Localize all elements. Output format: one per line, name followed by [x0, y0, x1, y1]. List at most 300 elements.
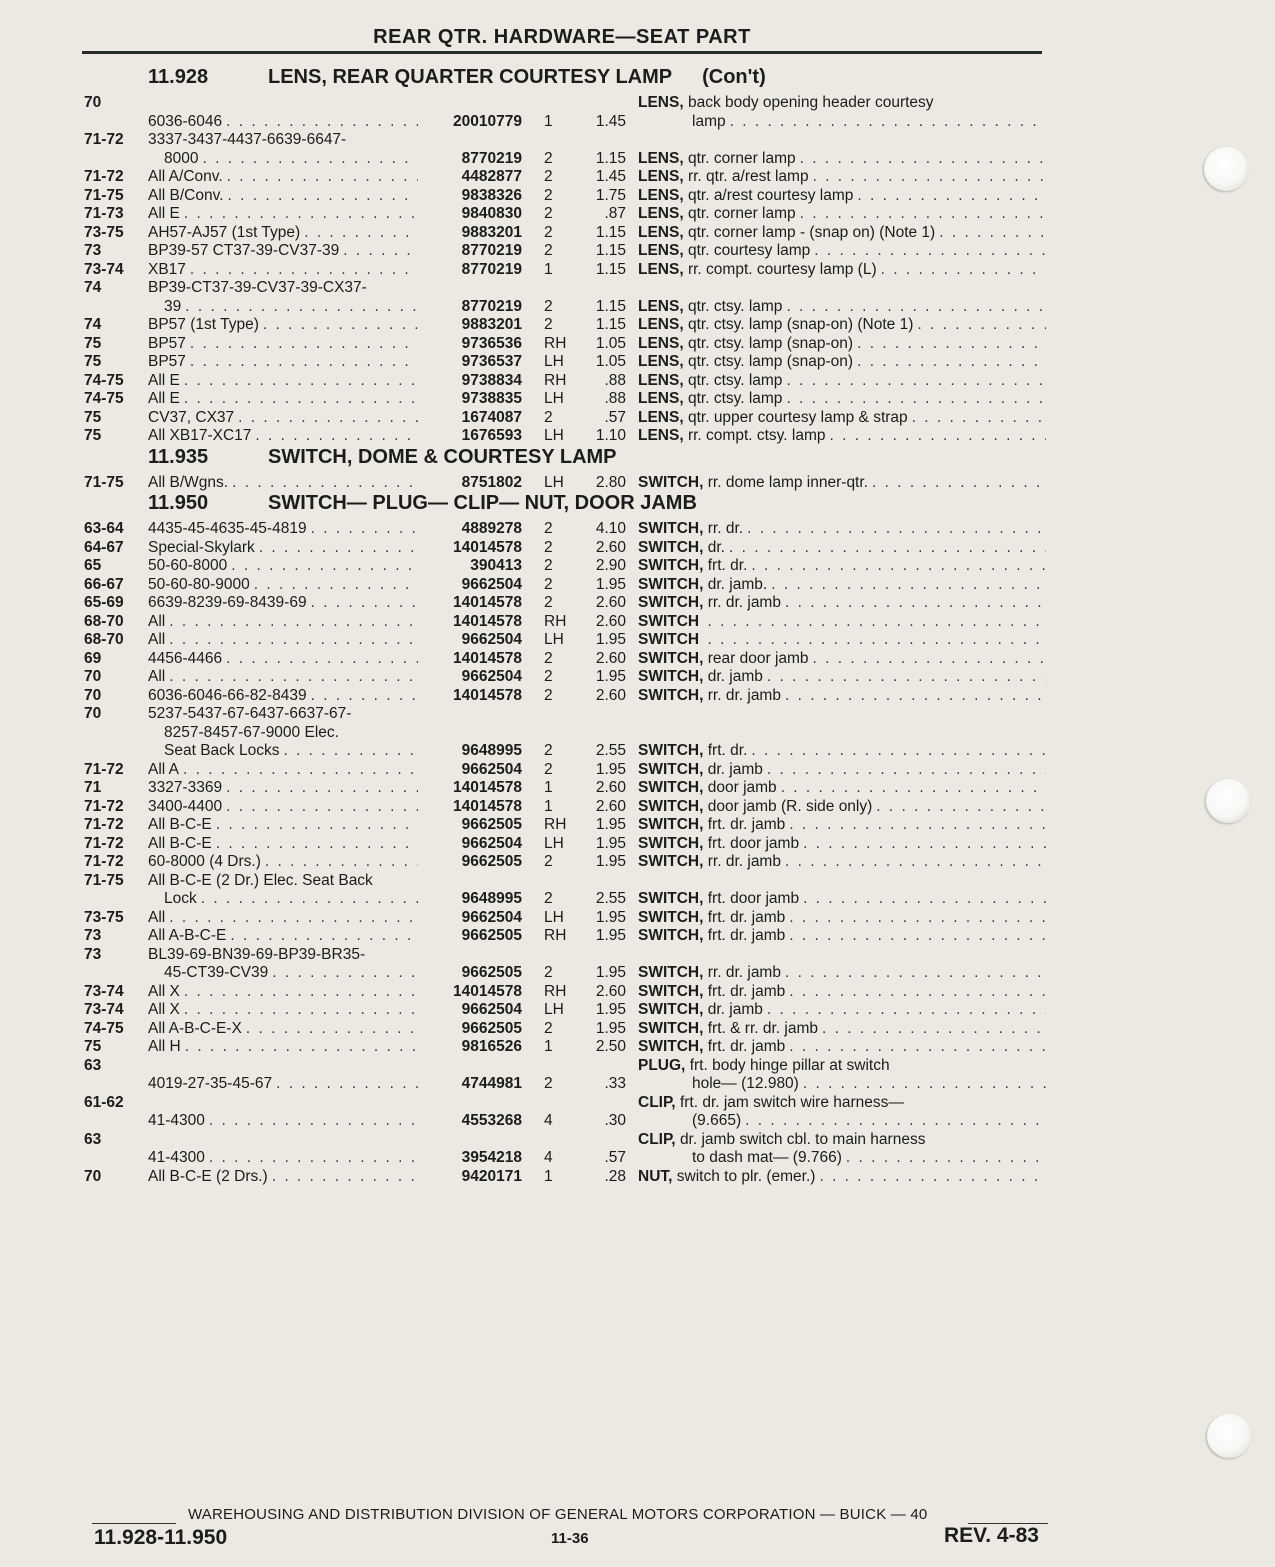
- header-rule: [82, 51, 1042, 54]
- part-number: 9662505: [461, 1019, 522, 1037]
- year-cell: 75: [84, 353, 102, 370]
- table-row: [84, 983, 1046, 1002]
- model-text: All X: [148, 1001, 180, 1018]
- description-lines: [638, 187, 1046, 206]
- quantity: 2: [544, 297, 553, 315]
- description-text: qtr. ctsy. lamp (snap-on): [687, 334, 854, 352]
- model-text: All B-C-E: [148, 834, 212, 852]
- quantity: 1: [544, 112, 553, 130]
- leader-dots: [205, 1112, 418, 1131]
- model-cell: [146, 187, 418, 206]
- price: 4.10: [595, 520, 626, 537]
- part-name: NUT,: [638, 1167, 673, 1185]
- model-line: [148, 853, 418, 872]
- part-name: SWITCH,: [638, 779, 704, 796]
- price: 1.05: [595, 334, 626, 352]
- description-cell: [636, 853, 1046, 872]
- part-name: SWITCH,: [638, 473, 704, 491]
- model-text: Seat Back Locks: [164, 742, 280, 759]
- model-line: [148, 761, 418, 780]
- price: 1.95: [595, 908, 626, 926]
- year-cell: 70: [84, 1167, 102, 1185]
- part-name: SWITCH,: [638, 964, 704, 981]
- model-text: AH57-AJ57 (1st Type): [148, 223, 301, 241]
- part-name: LENS,: [638, 260, 684, 278]
- model-line: [148, 1075, 418, 1094]
- part-number: 9738835: [461, 390, 522, 407]
- part-number: 14014578: [453, 982, 522, 1000]
- table-row: [84, 798, 1046, 817]
- model-text: All B-C-E: [148, 816, 212, 833]
- year-cell: 73-74: [84, 260, 124, 278]
- description-cell: [636, 816, 1046, 835]
- part-number: 14014578: [453, 612, 522, 630]
- model-lines: [148, 427, 418, 446]
- part-number: 8770219: [461, 242, 522, 259]
- leader-dots: [180, 205, 418, 224]
- leader-dots: [763, 761, 1046, 780]
- description-text: dr.: [707, 538, 725, 556]
- description-lines: [638, 353, 1046, 372]
- description-text: qtr. ctsy. lamp (snap-on) (Note 1): [687, 316, 914, 333]
- leader-dots: [799, 890, 1046, 909]
- description-line: [638, 168, 1046, 187]
- leader-dots: [799, 1075, 1046, 1094]
- model-lines: [148, 168, 418, 187]
- description-text: dr. jamb switch cbl. to main harness: [679, 1130, 926, 1148]
- price: 1.95: [595, 816, 626, 833]
- model-cell: [146, 1057, 418, 1094]
- part-name: LENS,: [638, 94, 684, 111]
- part-number: 1674087: [461, 408, 522, 426]
- leader-dots: [307, 520, 418, 539]
- description-line: [638, 964, 1046, 983]
- price: 1.05: [595, 353, 626, 370]
- leader-dots: [785, 927, 1046, 946]
- table-row: [84, 335, 1046, 354]
- price: 1.15: [595, 223, 626, 241]
- model-lines: [148, 1020, 418, 1039]
- leader-dots: [872, 798, 1046, 817]
- description-lines: [638, 594, 1046, 613]
- leader-dots: [339, 242, 418, 261]
- table-row: [84, 390, 1046, 409]
- year-cell: 75: [84, 408, 102, 426]
- leader-dots: [763, 1001, 1046, 1020]
- table-row: [84, 613, 1046, 632]
- part-name: LENS,: [638, 223, 684, 241]
- quantity: 2: [544, 742, 553, 759]
- description-lines: [638, 94, 1046, 131]
- model-lines: [148, 224, 418, 243]
- part-number: 9662504: [461, 631, 522, 648]
- table-row: [84, 779, 1046, 798]
- leader-dots: [785, 909, 1046, 928]
- model-lines: [148, 1168, 418, 1187]
- description-line: [638, 1057, 1046, 1076]
- price: 2.80: [595, 473, 626, 491]
- part-name: LENS,: [638, 168, 684, 185]
- footer-group-range: 11.928-11.950: [94, 1526, 228, 1549]
- quantity: RH: [544, 612, 567, 630]
- description-text: dr. jamb: [707, 668, 763, 685]
- description-text: rr. compt. courtesy lamp (L): [687, 260, 877, 278]
- part-number: 8751802: [461, 473, 522, 491]
- table-row: [84, 650, 1046, 669]
- year-cell: 61-62: [84, 1093, 124, 1111]
- description-line: [638, 927, 1046, 946]
- model-lines: [148, 631, 418, 650]
- model-text: All: [148, 631, 166, 648]
- section-number: 11.928: [148, 66, 209, 88]
- model-text: All A-B-C-E: [148, 927, 227, 944]
- part-number: 9662505: [461, 964, 522, 981]
- leader-dots: [785, 983, 1046, 1002]
- model-cell: [146, 474, 418, 493]
- section-title: SWITCH, DOME & COURTESY LAMP: [268, 445, 617, 468]
- description-cell: [636, 1168, 1046, 1187]
- table-row: [84, 474, 1046, 493]
- section-title: SWITCH— PLUG— CLIP— NUT, DOOR JAMB: [268, 492, 697, 514]
- model-cell: [146, 427, 418, 446]
- part-number: 14014578: [453, 594, 522, 611]
- leader-dots: [242, 1020, 418, 1039]
- description-line: [638, 742, 1046, 761]
- description-line: [638, 890, 1046, 909]
- description-cell: [636, 798, 1046, 817]
- leader-dots: [180, 390, 418, 409]
- model-line: [148, 576, 418, 595]
- part-number: 9736537: [461, 353, 522, 370]
- leader-dots: [913, 316, 1046, 335]
- leader-dots: [743, 520, 1046, 539]
- table-row: [84, 539, 1046, 558]
- section-number: 11.935: [148, 445, 209, 468]
- model-cell: [146, 224, 418, 243]
- description-cell: [636, 872, 1046, 909]
- description-text: frt. dr. jamb: [707, 1038, 786, 1055]
- model-lines: [148, 983, 418, 1002]
- model-cell: [146, 761, 418, 780]
- model-cell: [146, 261, 418, 280]
- description-cell: [636, 576, 1046, 595]
- part-name: SWITCH,: [638, 890, 704, 907]
- year-cell: 75: [84, 334, 102, 352]
- part-number: 4744981: [461, 1075, 522, 1092]
- model-line: [148, 983, 418, 1002]
- model-cell: [146, 390, 418, 409]
- table-row: [84, 1168, 1046, 1187]
- description-line: [638, 1094, 1046, 1113]
- quantity: 1: [544, 260, 553, 278]
- leader-dots: [222, 798, 418, 817]
- model-cell: [146, 316, 418, 335]
- table-row: [84, 168, 1046, 187]
- part-name: LENS,: [638, 390, 684, 407]
- quantity: 1: [544, 779, 553, 796]
- leader-dots: [782, 298, 1046, 317]
- quantity: 2: [544, 557, 553, 574]
- description-lines: [638, 539, 1046, 558]
- description-lines: [638, 687, 1046, 706]
- year-cell: 68-70: [84, 612, 124, 630]
- part-name: SWITCH,: [638, 538, 704, 556]
- model-lines: [148, 1001, 418, 1020]
- punch-hole: [1204, 147, 1248, 191]
- table-row: [84, 853, 1046, 872]
- description-line: [638, 113, 1046, 132]
- model-cell: [146, 1038, 418, 1057]
- model-cell: [146, 872, 418, 909]
- price: 2.60: [595, 779, 626, 796]
- model-cell: [146, 927, 418, 946]
- footer-rule-left: [92, 1523, 176, 1524]
- model-line: [148, 427, 418, 446]
- quantity: 1: [544, 1038, 553, 1055]
- part-name: LENS,: [638, 427, 684, 444]
- price: 1.15: [595, 260, 626, 278]
- description-lines: [638, 168, 1046, 187]
- description-text: frt. dr.: [707, 557, 748, 574]
- part-name: SWITCH,: [638, 853, 704, 870]
- year-cell: 71: [84, 779, 102, 796]
- quantity: RH: [544, 816, 567, 833]
- year-cell: 71-72: [84, 853, 124, 870]
- model-cell: [146, 168, 418, 187]
- part-number: 8770219: [461, 260, 522, 278]
- description-line: [638, 853, 1046, 872]
- leader-dots: [799, 835, 1046, 854]
- description-line: [638, 372, 1046, 391]
- description-cell: [636, 335, 1046, 354]
- price: 2.55: [595, 890, 626, 907]
- section-number: 11.950: [148, 492, 209, 514]
- price: 1.95: [595, 853, 626, 870]
- leader-dots: [279, 742, 418, 761]
- table-row: [84, 1020, 1046, 1039]
- model-line: [148, 224, 418, 243]
- description-text: door jamb: [707, 779, 777, 796]
- model-text: 3337-3437-4437-6639-6647-: [148, 131, 347, 148]
- part-number: 9648995: [461, 742, 522, 759]
- leader-dots: [272, 1075, 418, 1094]
- description-lines: [638, 1094, 1046, 1131]
- year-cell: 71-73: [84, 205, 124, 222]
- model-line: [148, 205, 418, 224]
- model-line: [148, 909, 418, 928]
- model-text: BP57: [148, 334, 186, 352]
- description-lines: [638, 927, 1046, 946]
- description-text: rr. dr. jamb: [707, 853, 781, 870]
- model-text: All E: [148, 371, 180, 389]
- description-cell: [636, 650, 1046, 669]
- description-line: [638, 687, 1046, 706]
- description-lines: [638, 909, 1046, 928]
- model-cell: [146, 242, 418, 261]
- leader-dots: [725, 539, 1046, 558]
- leader-dots: [222, 113, 418, 132]
- model-line: [148, 890, 418, 909]
- model-cell: [146, 668, 418, 687]
- model-cell: [146, 983, 418, 1002]
- year-cell: 71-72: [84, 168, 124, 185]
- model-cell: [146, 279, 418, 316]
- description-line: [638, 298, 1046, 317]
- description-lines: [638, 631, 1046, 650]
- year-cell: 73-75: [84, 908, 124, 926]
- part-number: 14014578: [453, 538, 522, 556]
- model-cell: [146, 613, 418, 632]
- model-line: [148, 1020, 418, 1039]
- description-lines: [638, 853, 1046, 872]
- model-text: All E: [148, 390, 180, 407]
- leader-dots: [261, 853, 418, 872]
- table-row: [84, 687, 1046, 706]
- model-text: All E: [148, 205, 180, 222]
- description-cell: [636, 131, 1046, 168]
- leader-dots: [224, 187, 418, 206]
- leader-dots: [853, 353, 1046, 372]
- price: 1.45: [595, 112, 626, 130]
- part-number: 9662505: [461, 853, 522, 870]
- description-line: [638, 353, 1046, 372]
- part-number: 390413: [470, 557, 522, 574]
- year-cell: 75: [84, 427, 102, 444]
- description-lines: [638, 298, 1046, 317]
- part-name: PLUG,: [638, 1056, 686, 1074]
- part-number: 14014578: [453, 797, 522, 815]
- description-text: rr. dome lamp inner-qtr.: [707, 473, 868, 491]
- part-number: 9738834: [461, 371, 522, 389]
- leader-dots: [186, 335, 418, 354]
- model-text: 60-8000 (4 Drs.): [148, 853, 261, 870]
- model-lines: [148, 594, 418, 613]
- description-lines: [638, 474, 1046, 493]
- description-text: qtr. a/rest courtesy lamp: [687, 186, 854, 204]
- part-name: CLIP,: [638, 1093, 676, 1111]
- part-name: LENS,: [638, 408, 684, 426]
- description-cell: [636, 316, 1046, 335]
- model-line: [148, 409, 418, 428]
- model-line: [148, 1038, 418, 1057]
- leader-dots: [777, 779, 1046, 798]
- leader-dots: [703, 613, 1046, 632]
- quantity: 2: [544, 760, 553, 778]
- part-number: 8770219: [461, 297, 522, 315]
- description-line: [638, 1020, 1046, 1039]
- leader-dots: [165, 613, 418, 632]
- model-cell: [146, 631, 418, 650]
- part-number: 9662505: [461, 816, 522, 833]
- model-text: All B-C-E (2 Dr.) Elec. Seat Back: [148, 871, 373, 889]
- description-line: [638, 261, 1046, 280]
- description-cell: [636, 687, 1046, 706]
- description-line: [638, 187, 1046, 206]
- description-text: frt. door jamb: [707, 890, 800, 907]
- part-name: LENS,: [638, 149, 684, 167]
- description-text: to dash mat— (9.766): [692, 1149, 842, 1166]
- model-text: All A: [148, 760, 180, 778]
- description-text: door jamb (R. side only): [707, 797, 873, 815]
- model-text: All B/Wgns.: [148, 473, 229, 491]
- description-text: frt. & rr. dr. jamb: [707, 1019, 818, 1037]
- price: 2.60: [595, 797, 626, 815]
- table-row: [84, 205, 1046, 224]
- leader-dots: [307, 594, 418, 613]
- description-line: [638, 613, 1046, 632]
- part-name: SWITCH,: [638, 797, 704, 815]
- part-name: SWITCH,: [638, 649, 704, 667]
- description-cell: [636, 779, 1046, 798]
- description-line: [638, 335, 1046, 354]
- description-line: [638, 557, 1046, 576]
- table-row: [84, 261, 1046, 280]
- model-cell: [146, 687, 418, 706]
- model-lines: [148, 279, 418, 316]
- part-number: 14014578: [453, 686, 522, 704]
- leader-dots: [223, 168, 418, 187]
- leader-dots: [842, 1149, 1046, 1168]
- part-name: SWITCH,: [638, 742, 704, 759]
- year-cell: 65: [84, 557, 102, 574]
- model-text: 4456-4466: [148, 649, 223, 667]
- description-cell: [636, 668, 1046, 687]
- description-cell: [636, 279, 1046, 316]
- quantity: 2: [544, 205, 553, 222]
- description-lines: [638, 761, 1046, 780]
- model-cell: [146, 946, 418, 983]
- price: 1.95: [595, 631, 626, 648]
- model-lines: [148, 113, 418, 132]
- leader-dots: [197, 890, 418, 909]
- description-cell: [636, 1094, 1046, 1131]
- description-line: [638, 150, 1046, 169]
- leader-dots: [250, 576, 418, 595]
- description-text: rr. dr. jamb: [707, 594, 781, 611]
- model-text: All: [148, 908, 166, 926]
- leader-dots: [205, 1149, 418, 1168]
- price: 1.15: [595, 149, 626, 167]
- year-cell: 73-74: [84, 1001, 124, 1018]
- footer-page-number: 11-36: [551, 1530, 589, 1547]
- price: 2.60: [595, 982, 626, 1000]
- price: 1.95: [595, 760, 626, 778]
- description-lines: [638, 390, 1046, 409]
- footer-division: WAREHOUSING AND DISTRIBUTION DIVISION OF GENERAL MOTORS CORPORATION — BUICK — 40: [188, 1506, 928, 1523]
- model-line: [148, 594, 418, 613]
- price: .57: [604, 408, 626, 426]
- section-heading: [84, 492, 1046, 520]
- model-text: Special-Skylark: [148, 538, 255, 556]
- model-cell: [146, 94, 418, 131]
- model-line: [148, 474, 418, 493]
- leader-dots: [747, 557, 1046, 576]
- model-line: [148, 613, 418, 632]
- model-line: [148, 150, 418, 169]
- leader-dots: [181, 298, 418, 317]
- description-cell: [636, 520, 1046, 539]
- model-lines: [148, 242, 418, 261]
- description-lines: [638, 668, 1046, 687]
- leader-dots: [826, 427, 1047, 446]
- description-lines: [638, 1168, 1046, 1187]
- description-text: rear door jamb: [707, 649, 809, 667]
- year-cell: 75: [84, 1038, 102, 1055]
- model-cell: [146, 205, 418, 224]
- model-text: BP39-57 CT37-39-CV37-39: [148, 242, 340, 259]
- model-lines: [148, 927, 418, 946]
- description-line: [638, 205, 1046, 224]
